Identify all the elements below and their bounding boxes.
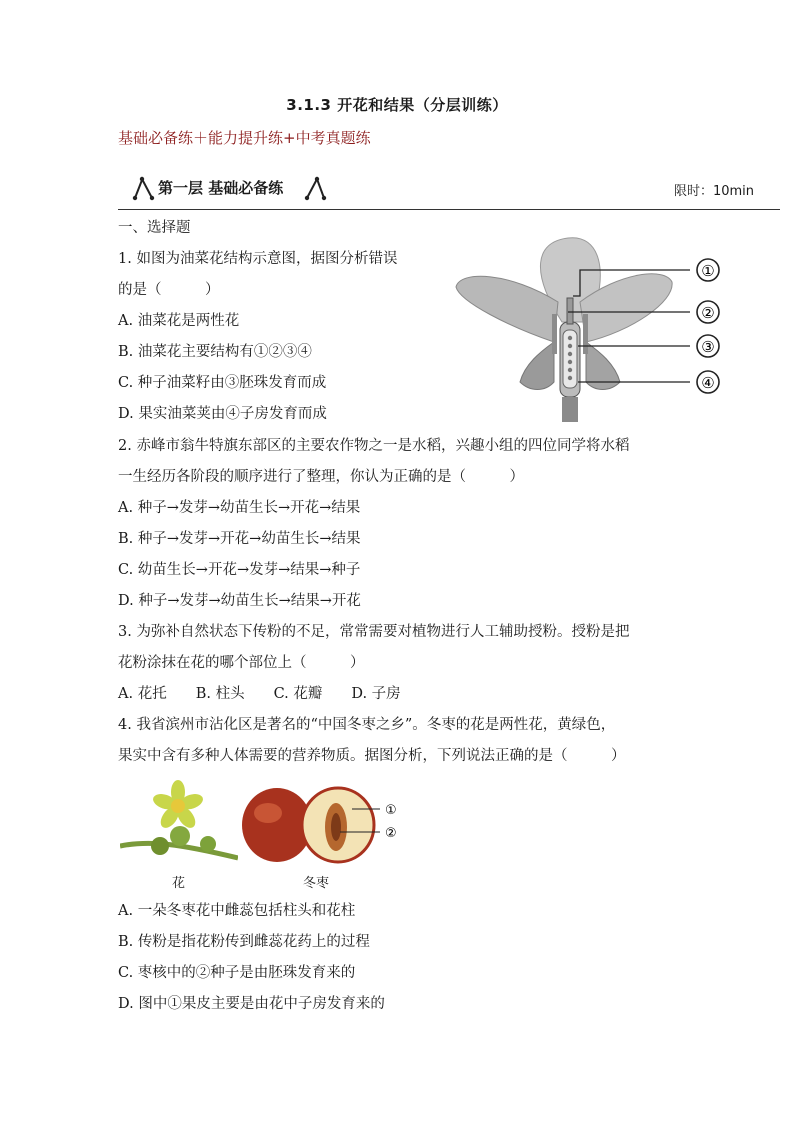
page-subtitle: 基础必备练＋能力提升练+中考真题练 [118, 129, 371, 147]
option: B. 传粉是指花粉传到雌蕊花药上的过程 [118, 934, 370, 950]
question-stem: 2. 赤峰市翁牛特旗东部区的主要农作物之一是水稻，兴趣小组的四位同学将水稻 [118, 438, 630, 454]
option: D. 图中①果皮主要是由花中子房发育来的 [118, 996, 385, 1012]
option: C. 幼苗生长→开花→发芽→结果→种子 [118, 562, 361, 578]
option: D. 种子→发芽→幼苗生长→结果→开花 [118, 593, 361, 609]
option: D. 果实油菜荚由④子房发育而成 [118, 406, 327, 422]
figure-label: ③ [701, 338, 715, 356]
figure-label: ④ [701, 374, 715, 392]
question-stem: 果实中含有多种人体需要的营养物质。据图分析，下列说法正确的是（ ） [118, 748, 626, 764]
question-stem: 4. 我省滨州市沾化区是著名的“中国冬枣之乡”。冬枣的花是两性花，黄绿色， [118, 717, 616, 733]
rapeseed-flower-diagram [450, 232, 730, 422]
page-title: 3.1.3 开花和结果（分层训练） [286, 96, 508, 114]
option: A. 油菜花是两性花 [118, 313, 240, 329]
option: B. 种子→发芽→开花→幼苗生长→结果 [118, 531, 361, 547]
figure-caption-jujube: 冬枣 [303, 876, 330, 891]
figure-caption-flower: 花 [172, 876, 186, 891]
figure-label: ① [385, 803, 397, 818]
option: B. 油菜花主要结构有①②③④ [118, 344, 312, 360]
question-stem: 花粉涂抹在花的哪个部位上（ ） [118, 655, 365, 671]
figure-label: ② [701, 304, 715, 322]
question-stem: 一生经历各阶段的顺序进行了整理，你认为正确的是（ ） [118, 469, 524, 485]
winter-jujube-image [240, 783, 410, 868]
section-label: 第一层 基础必备练 [158, 179, 284, 197]
figure-label: ② [385, 826, 397, 841]
part-heading: 一、选择题 [118, 220, 191, 236]
question-stem: 1. 如图为油菜花结构示意图，据图分析错误 [118, 251, 398, 267]
option: A. 花托 B. 柱头 C. 花瓣 D. 子房 [118, 686, 401, 702]
option: C. 种子油菜籽由③胚珠发育而成 [118, 375, 327, 391]
option: A. 一朵冬枣花中雌蕊包括柱头和花柱 [118, 903, 356, 919]
option: A. 种子→发芽→幼苗生长→开花→结果 [118, 500, 361, 516]
question-stem: 的是（ ） [118, 282, 220, 298]
jujube-flower-image [120, 778, 238, 868]
section-left-ornament-icon [130, 174, 160, 202]
option: C. 枣核中的②种子是由胚珠发育来的 [118, 965, 356, 981]
time-limit: 限时：10min [673, 184, 754, 199]
section-header [118, 170, 780, 210]
section-right-ornament-icon [302, 174, 332, 202]
section-divider [118, 209, 780, 210]
question-stem: 3. 为弥补自然状态下传粉的不足，常常需要对植物进行人工辅助授粉。授粉是把 [118, 624, 630, 640]
figure-label: ① [701, 262, 715, 280]
